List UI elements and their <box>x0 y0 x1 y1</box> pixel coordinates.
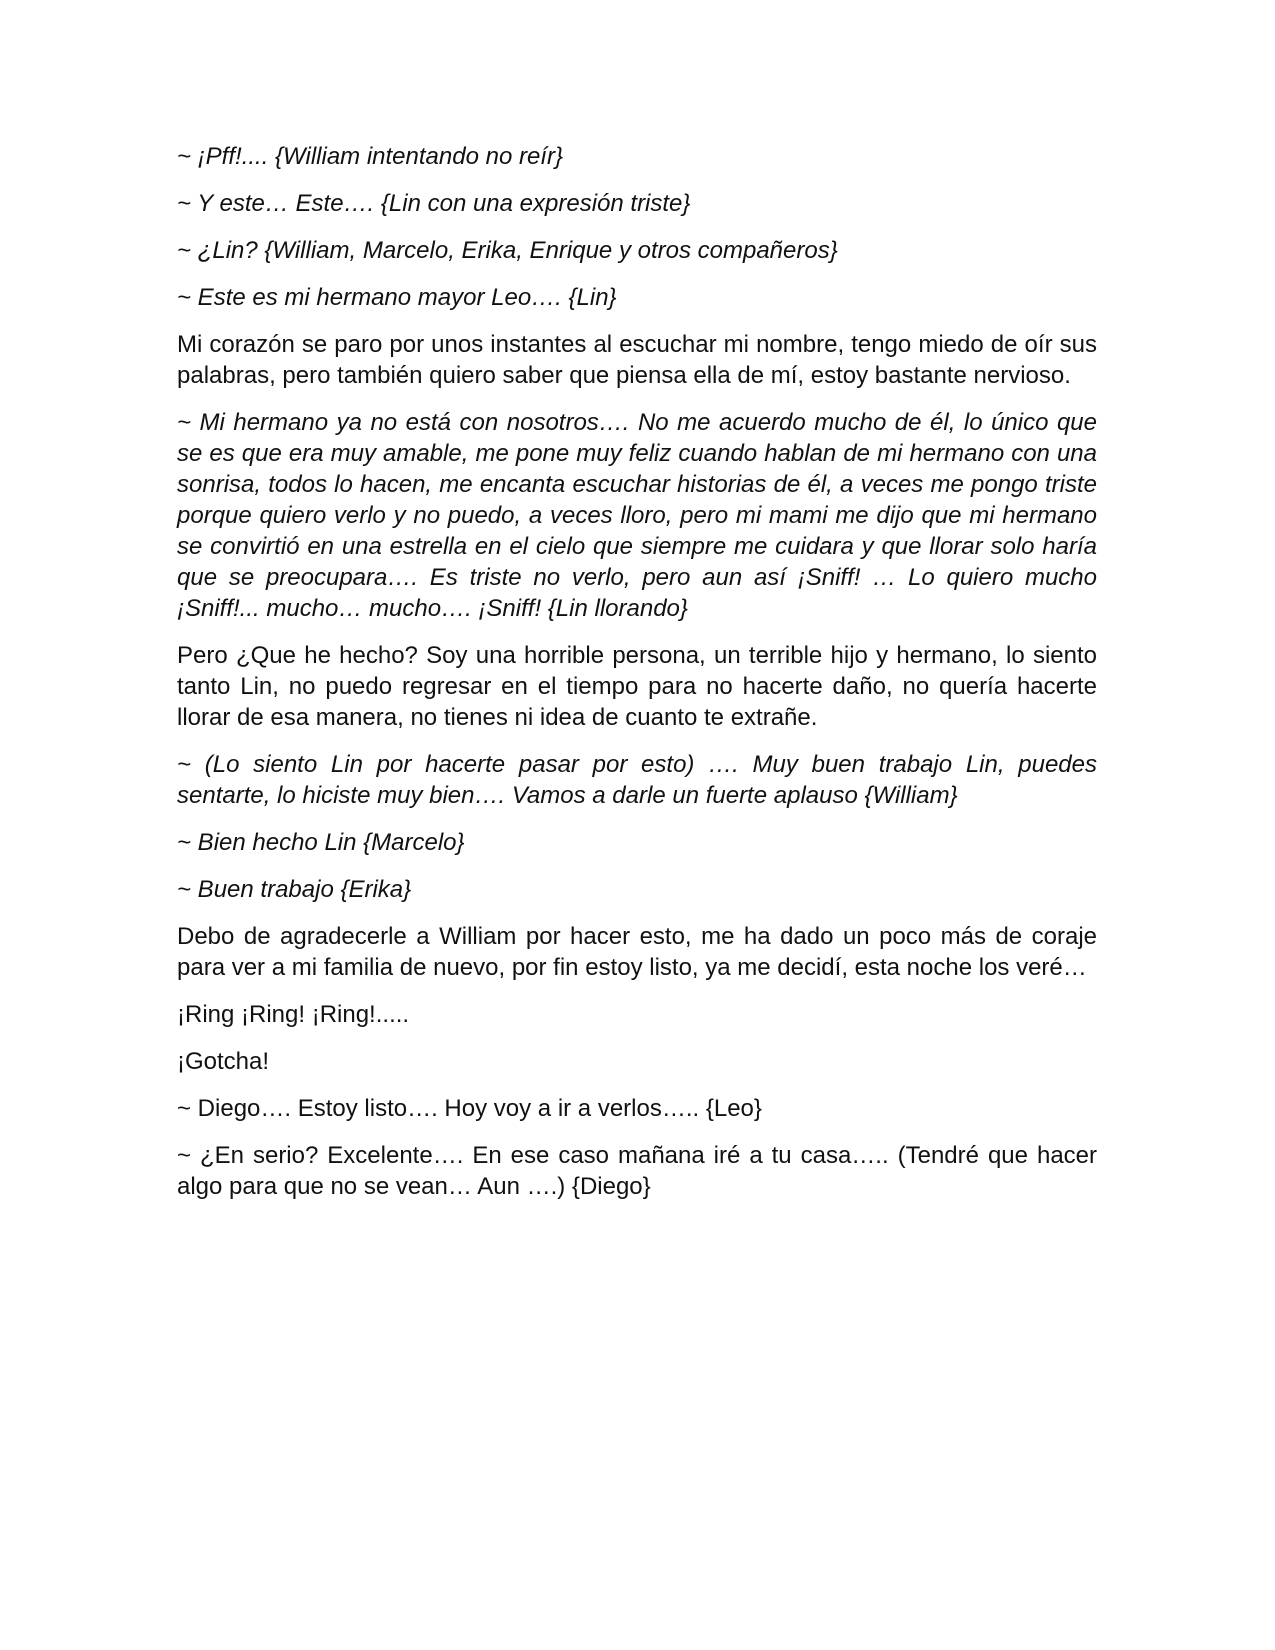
narration-paragraph: Pero ¿Que he hecho? Soy una horrible persona, un terrible hijo y hermano, lo siento tanto Lin, no puedo regresar en el tiempo para no hacerte daño, no quería hacerte llorar de esa manera, no tienes ni idea de cuanto te extrañe. <box>177 642 1097 731</box>
dialogue-paragraph: ~ Mi hermano ya no está con nosotros…. No me acuerdo mucho de él, lo único que se es que era muy amable, me pone muy feliz cuando hablan de mi hermano con una sonrisa, todos lo hacen, me encanta escuchar historias de él, a veces me pongo triste porque quiero verlo y no puedo, a veces lloro, pero mi mami me dijo que mi hermano se convirtió en una estrella en el cielo que siempre me cuidara y que llorar solo haría que se preocupara…. Es triste no verlo, pero aun así ¡Sniff! … Lo quiero mucho ¡Sniff!... mucho… mucho…. ¡Sniff! {Lin llorando} <box>177 409 1097 622</box>
document-body <box>177 141 1097 1218</box>
sound-effect-line: ¡Ring ¡Ring! ¡Ring!..... <box>177 1001 410 1028</box>
dialogue-line: ~ ¡Pff!.... {William intentando no reír} <box>177 143 563 170</box>
dialogue-line: ~ Buen trabajo {Erika} <box>177 876 412 903</box>
dialogue-line: ~ Diego…. Estoy listo…. Hoy voy a ir a verlos….. {Leo} <box>177 1095 762 1122</box>
dialogue-line: ~ Este es mi hermano mayor Leo…. {Lin} <box>177 284 617 311</box>
dialogue-line: ~ Bien hecho Lin {Marcelo} <box>177 829 465 856</box>
narration-paragraph: Mi corazón se paro por unos instantes al escuchar mi nombre, tengo miedo de oír sus palabras, pero también quiero saber que piensa ella de mí, estoy bastante nervioso. <box>177 331 1097 389</box>
narration-paragraph: Debo de agradecerle a William por hacer esto, me ha dado un poco más de coraje para ver a mi familia de nuevo, por fin estoy listo, ya me decidí, esta noche los veré… <box>177 923 1097 981</box>
dialogue-line: ~ ¿Lin? {William, Marcelo, Erika, Enrique y otros compañeros} <box>177 237 838 264</box>
exclamation-line: ¡Gotcha! <box>177 1048 270 1075</box>
dialogue-line: ~ Y este… Este…. {Lin con una expresión triste} <box>177 190 691 217</box>
dialogue-paragraph: ~ ¿En serio? Excelente…. En ese caso mañana iré a tu casa….. (Tendré que hacer algo para que no se vean… Aun ….) {Diego} <box>177 1142 1097 1200</box>
dialogue-paragraph: ~ (Lo siento Lin por hacerte pasar por esto) …. Muy buen trabajo Lin, puedes sentarte, lo hiciste muy bien…. Vamos a darle un fuerte aplauso {William} <box>177 751 1097 809</box>
